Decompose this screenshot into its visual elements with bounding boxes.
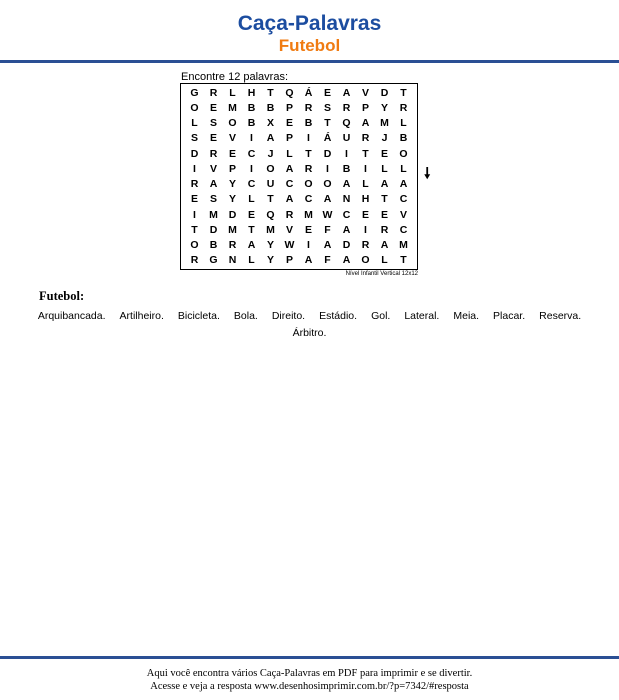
grid-cell: D: [342, 239, 351, 252]
page-title: Caça-Palavras: [237, 12, 382, 35]
grid-cell: E: [380, 147, 388, 160]
grid-cell: D: [380, 86, 389, 99]
grid-cell: P: [285, 101, 293, 114]
grid-cell: A: [380, 239, 389, 252]
grid-cell: V: [209, 162, 217, 175]
grid-cell: A: [323, 239, 332, 252]
grid-cell: I: [193, 208, 196, 221]
grid-cell: B: [304, 117, 313, 130]
puzzle-instruction: Encontre 12 palavras:: [181, 71, 289, 83]
grid-cell: R: [304, 162, 313, 175]
grid-cell: Q: [285, 86, 294, 99]
grid-cell: M: [228, 223, 237, 236]
grid-cell: H: [361, 193, 370, 206]
grid-cell: Y: [228, 178, 236, 191]
grid-cell: A: [266, 132, 275, 145]
grid-cell: J: [267, 147, 274, 160]
grid-cell: A: [380, 178, 389, 191]
grid-cell: E: [285, 117, 293, 130]
grid-cell: I: [364, 162, 367, 175]
grid-cell: E: [190, 193, 198, 206]
grid-cell: B: [209, 239, 218, 252]
grid-cell: A: [361, 117, 370, 130]
grid-cell: C: [285, 178, 294, 191]
grid-cell: P: [285, 132, 293, 145]
grid-cell: B: [247, 101, 256, 114]
grid-cell: R: [361, 132, 370, 145]
grid-cell: V: [228, 132, 236, 145]
word-item: Arquibancada.: [37, 310, 106, 322]
grid-cell: E: [380, 208, 388, 221]
word-list: [30, 308, 589, 342]
grid-cell: X: [266, 117, 274, 130]
grid-cell: E: [228, 147, 236, 160]
grid-cell: D: [228, 208, 237, 221]
grid-cell: C: [247, 147, 256, 160]
grid-cell: V: [399, 208, 407, 221]
grid-cell: C: [304, 193, 313, 206]
grid-cell: I: [250, 162, 253, 175]
word-item: Gol.: [371, 310, 391, 322]
grid-cell: H: [247, 86, 256, 99]
grid-cell: O: [228, 117, 237, 130]
grid-cell: L: [381, 254, 388, 267]
grid-cell: C: [399, 223, 408, 236]
grid-cell: G: [209, 254, 218, 267]
grid-cell: I: [307, 239, 310, 252]
grid-cell: U: [266, 178, 275, 191]
grid-cell: M: [266, 223, 275, 236]
grid-cell: S: [190, 132, 198, 145]
page-subtitle: Futebol: [278, 36, 341, 55]
bottom-divider: [0, 656, 619, 659]
grid-cell: R: [228, 239, 237, 252]
grid-cell: T: [248, 223, 255, 236]
level-label: Nível Infantil Vertical 12x12: [345, 271, 418, 277]
grid-cell: E: [361, 208, 369, 221]
grid-cell: R: [399, 101, 408, 114]
word-item: Bola.: [233, 310, 258, 322]
grid-cell: Y: [380, 101, 388, 114]
grid-cell: A: [285, 193, 294, 206]
grid-cell: F: [324, 223, 331, 236]
grid-cell: Y: [266, 239, 274, 252]
grid-cell: A: [285, 162, 294, 175]
grid-cell: S: [209, 193, 217, 206]
grid-cell: A: [342, 254, 351, 267]
grid-cell: R: [190, 178, 199, 191]
grid-cell: I: [345, 147, 348, 160]
grid-cell: C: [399, 193, 408, 206]
grid-cell: A: [399, 178, 408, 191]
grid-cell: T: [267, 86, 274, 99]
grid-cell: L: [381, 162, 388, 175]
grid-cell: Y: [266, 254, 274, 267]
grid-cell: R: [380, 223, 389, 236]
grid-cell: M: [399, 239, 408, 252]
grid-cell: B: [342, 162, 351, 175]
grid-cell: P: [285, 254, 293, 267]
grid-cell: L: [248, 254, 255, 267]
grid-cell: V: [361, 86, 369, 99]
word-item: Estádio.: [319, 310, 358, 322]
grid-cell: D: [323, 147, 332, 160]
grid-cell: A: [209, 178, 218, 191]
word-item: Placar.: [493, 310, 526, 322]
grid-cell: L: [400, 117, 407, 130]
grid-cell: T: [267, 193, 274, 206]
grid-cell: O: [361, 254, 370, 267]
grid-cell: I: [307, 132, 310, 145]
grid-cell: M: [228, 101, 237, 114]
grid-cell: C: [342, 208, 351, 221]
grid-cell: O: [304, 178, 313, 191]
grid-cell: W: [322, 208, 333, 221]
grid-cell: I: [326, 162, 329, 175]
grid-cell: R: [209, 86, 218, 99]
grid-cell: A: [342, 86, 351, 99]
grid-cell: V: [285, 223, 293, 236]
grid-cell: B: [266, 101, 275, 114]
grid-cell: O: [266, 162, 275, 175]
grid-cell: R: [361, 239, 370, 252]
word-item: Direito.: [271, 310, 306, 322]
grid-cell: T: [305, 147, 312, 160]
grid-cell: T: [400, 254, 407, 267]
word-item: Lateral.: [404, 310, 440, 322]
grid-cell: I: [193, 162, 196, 175]
grid-cell: U: [342, 132, 351, 145]
grid-cell: L: [286, 147, 293, 160]
grid-cell: E: [247, 208, 255, 221]
grid-cell: O: [190, 239, 199, 252]
grid-cell: Q: [342, 117, 351, 130]
grid-cell: A: [247, 239, 256, 252]
word-search-grid: [180, 83, 418, 270]
grid-cell: L: [229, 86, 236, 99]
grid-cell: N: [228, 254, 237, 267]
grid-cell: Q: [266, 208, 275, 221]
word-item: Meia.: [453, 310, 480, 322]
grid-cell: P: [228, 162, 236, 175]
grid-cell: P: [361, 101, 369, 114]
grid-cell: Y: [228, 193, 236, 206]
grid-cell: C: [247, 178, 256, 191]
grid-cell: W: [284, 239, 295, 252]
grid-cell: M: [380, 117, 389, 130]
grid-cell: Á: [323, 132, 332, 145]
grid-cell: R: [209, 147, 218, 160]
grid-cell: A: [304, 254, 313, 267]
grid-cell: D: [209, 223, 218, 236]
grid-cell: A: [342, 223, 351, 236]
grid-cell: T: [324, 117, 331, 130]
word-list-title: Futebol:: [39, 289, 85, 303]
grid-cell: E: [209, 132, 217, 145]
footer: [0, 667, 619, 693]
grid-cell: L: [400, 162, 407, 175]
grid-cell: F: [324, 254, 331, 267]
top-divider: [0, 60, 619, 63]
grid-cell: L: [191, 117, 198, 130]
grid-cell: R: [304, 101, 313, 114]
grid-cell: T: [400, 86, 407, 99]
grid-cell: A: [342, 178, 351, 191]
grid-cell: E: [323, 86, 331, 99]
grid-cell: O: [323, 178, 332, 191]
grid-cell: M: [304, 208, 313, 221]
grid-cell: I: [364, 223, 367, 236]
grid-cell: B: [399, 132, 408, 145]
word-item: Reserva.: [539, 310, 582, 322]
grid-cell: R: [342, 101, 351, 114]
arrow-down-icon: 🠗: [424, 165, 431, 182]
grid-cell: S: [209, 117, 217, 130]
word-item: Bicicleta.: [177, 310, 220, 322]
grid-cell: S: [323, 101, 331, 114]
grid-cell: R: [190, 254, 199, 267]
grid-cell: D: [190, 147, 199, 160]
grid-cell: A: [323, 193, 332, 206]
grid-cell: M: [209, 208, 218, 221]
grid-cell: B: [247, 117, 256, 130]
grid-cell: N: [342, 193, 351, 206]
footer-line-1: Aqui você encontra vários Caça-Palavras em PDF para imprimir e se divertir.: [146, 668, 473, 679]
grid-cell: Á: [304, 86, 313, 99]
grid-cell: T: [362, 147, 369, 160]
grid-cell: T: [381, 193, 388, 206]
grid-cell: L: [362, 178, 369, 191]
grid-cell: R: [285, 208, 294, 221]
grid-cell: J: [381, 132, 388, 145]
footer-line-2: Acesse e veja a resposta www.desenhosimprimir.com.br/?p=7342/#resposta: [150, 681, 469, 692]
grid-cell: E: [209, 101, 217, 114]
word-item: Artilheiro.: [119, 310, 164, 322]
grid-cell: L: [248, 193, 255, 206]
grid-cell: T: [191, 223, 198, 236]
grid-cell: E: [304, 223, 312, 236]
grid-cell: I: [250, 132, 253, 145]
grid-cell: O: [399, 147, 408, 160]
word-item: Árbitro.: [292, 327, 327, 339]
grid-cell: O: [190, 101, 199, 114]
grid-cell: G: [190, 86, 199, 99]
